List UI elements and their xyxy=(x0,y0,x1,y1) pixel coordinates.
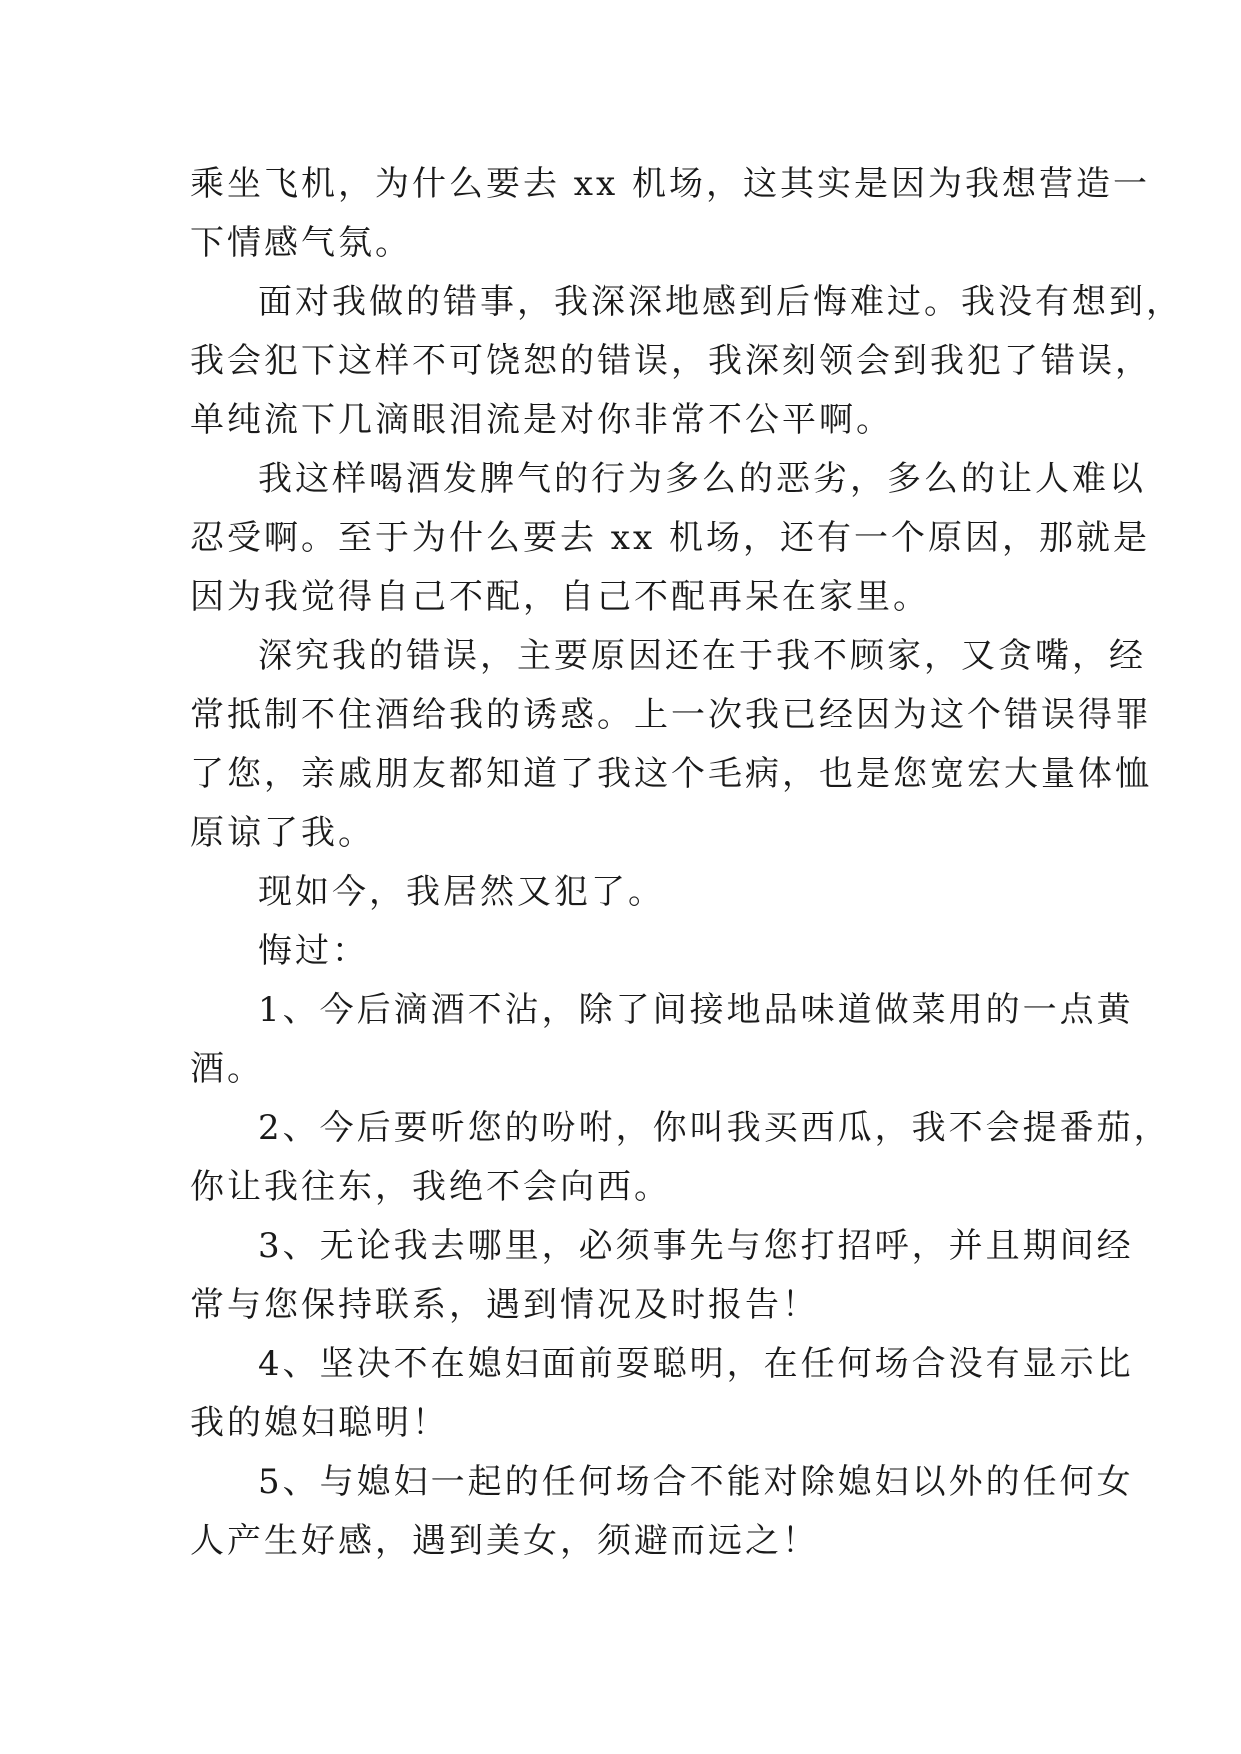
text-line: 我这样喝酒发脾气的行为多么的恶劣，多么的让人难以 xyxy=(258,459,1146,499)
text-line: 悔过： xyxy=(258,931,369,971)
list-item-2: 2、今后要听您的吩咐，你叫我买西瓜，我不会提番茄， xyxy=(258,1108,1171,1148)
text-line: 原谅了我。 xyxy=(190,813,375,853)
text-line: 深究我的错误，主要原因还在于我不顾家，又贪嘴，经 xyxy=(258,636,1146,676)
list-item-1: 1、今后滴酒不沾，除了间接地品味道做菜用的一点黄 xyxy=(258,990,1134,1030)
text-line: 人产生好感，遇到美女，须避而远之！ xyxy=(190,1521,819,1561)
text-line: 忍受啊。至于为什么要去 xx 机场，还有一个原因，那就是 xyxy=(190,518,1150,558)
text-line: 我会犯下这样不可饶恕的错误，我深刻领会到我犯了错误， xyxy=(190,341,1152,381)
list-item-4: 4、坚决不在媳妇面前耍聪明，在任何场合没有显示比 xyxy=(258,1344,1134,1384)
list-item-3: 3、无论我去哪里，必须事先与您打招呼，并且期间经 xyxy=(258,1226,1134,1266)
list-item-5: 5、与媳妇一起的任何场合不能对除媳妇以外的任何女 xyxy=(258,1462,1134,1502)
text-line: 乘坐飞机，为什么要去 xx 机场，这其实是因为我想营造一 xyxy=(190,164,1150,204)
text-line: 了您，亲戚朋友都知道了我这个毛病，也是您宽宏大量体恤 xyxy=(190,754,1152,794)
text-line: 现如今，我居然又犯了。 xyxy=(258,872,665,912)
text-line: 酒。 xyxy=(190,1049,264,1089)
text-line: 你让我往东，我绝不会向西。 xyxy=(190,1167,671,1207)
text-line: 面对我做的错事，我深深地感到后悔难过。我没有想到， xyxy=(258,282,1183,322)
text-line: 常与您保持联系，遇到情况及时报告！ xyxy=(190,1285,819,1325)
text-line: 单纯流下几滴眼泪流是对你非常不公平啊。 xyxy=(190,400,893,440)
text-line: 因为我觉得自己不配，自己不配再呆在家里。 xyxy=(190,577,930,617)
document-body xyxy=(190,155,1183,1571)
text-line: 下情感气氛。 xyxy=(190,223,412,263)
text-line: 常抵制不住酒给我的诱惑。上一次我已经因为这个错误得罪 xyxy=(190,695,1152,735)
text-line: 我的媳妇聪明！ xyxy=(190,1403,449,1443)
